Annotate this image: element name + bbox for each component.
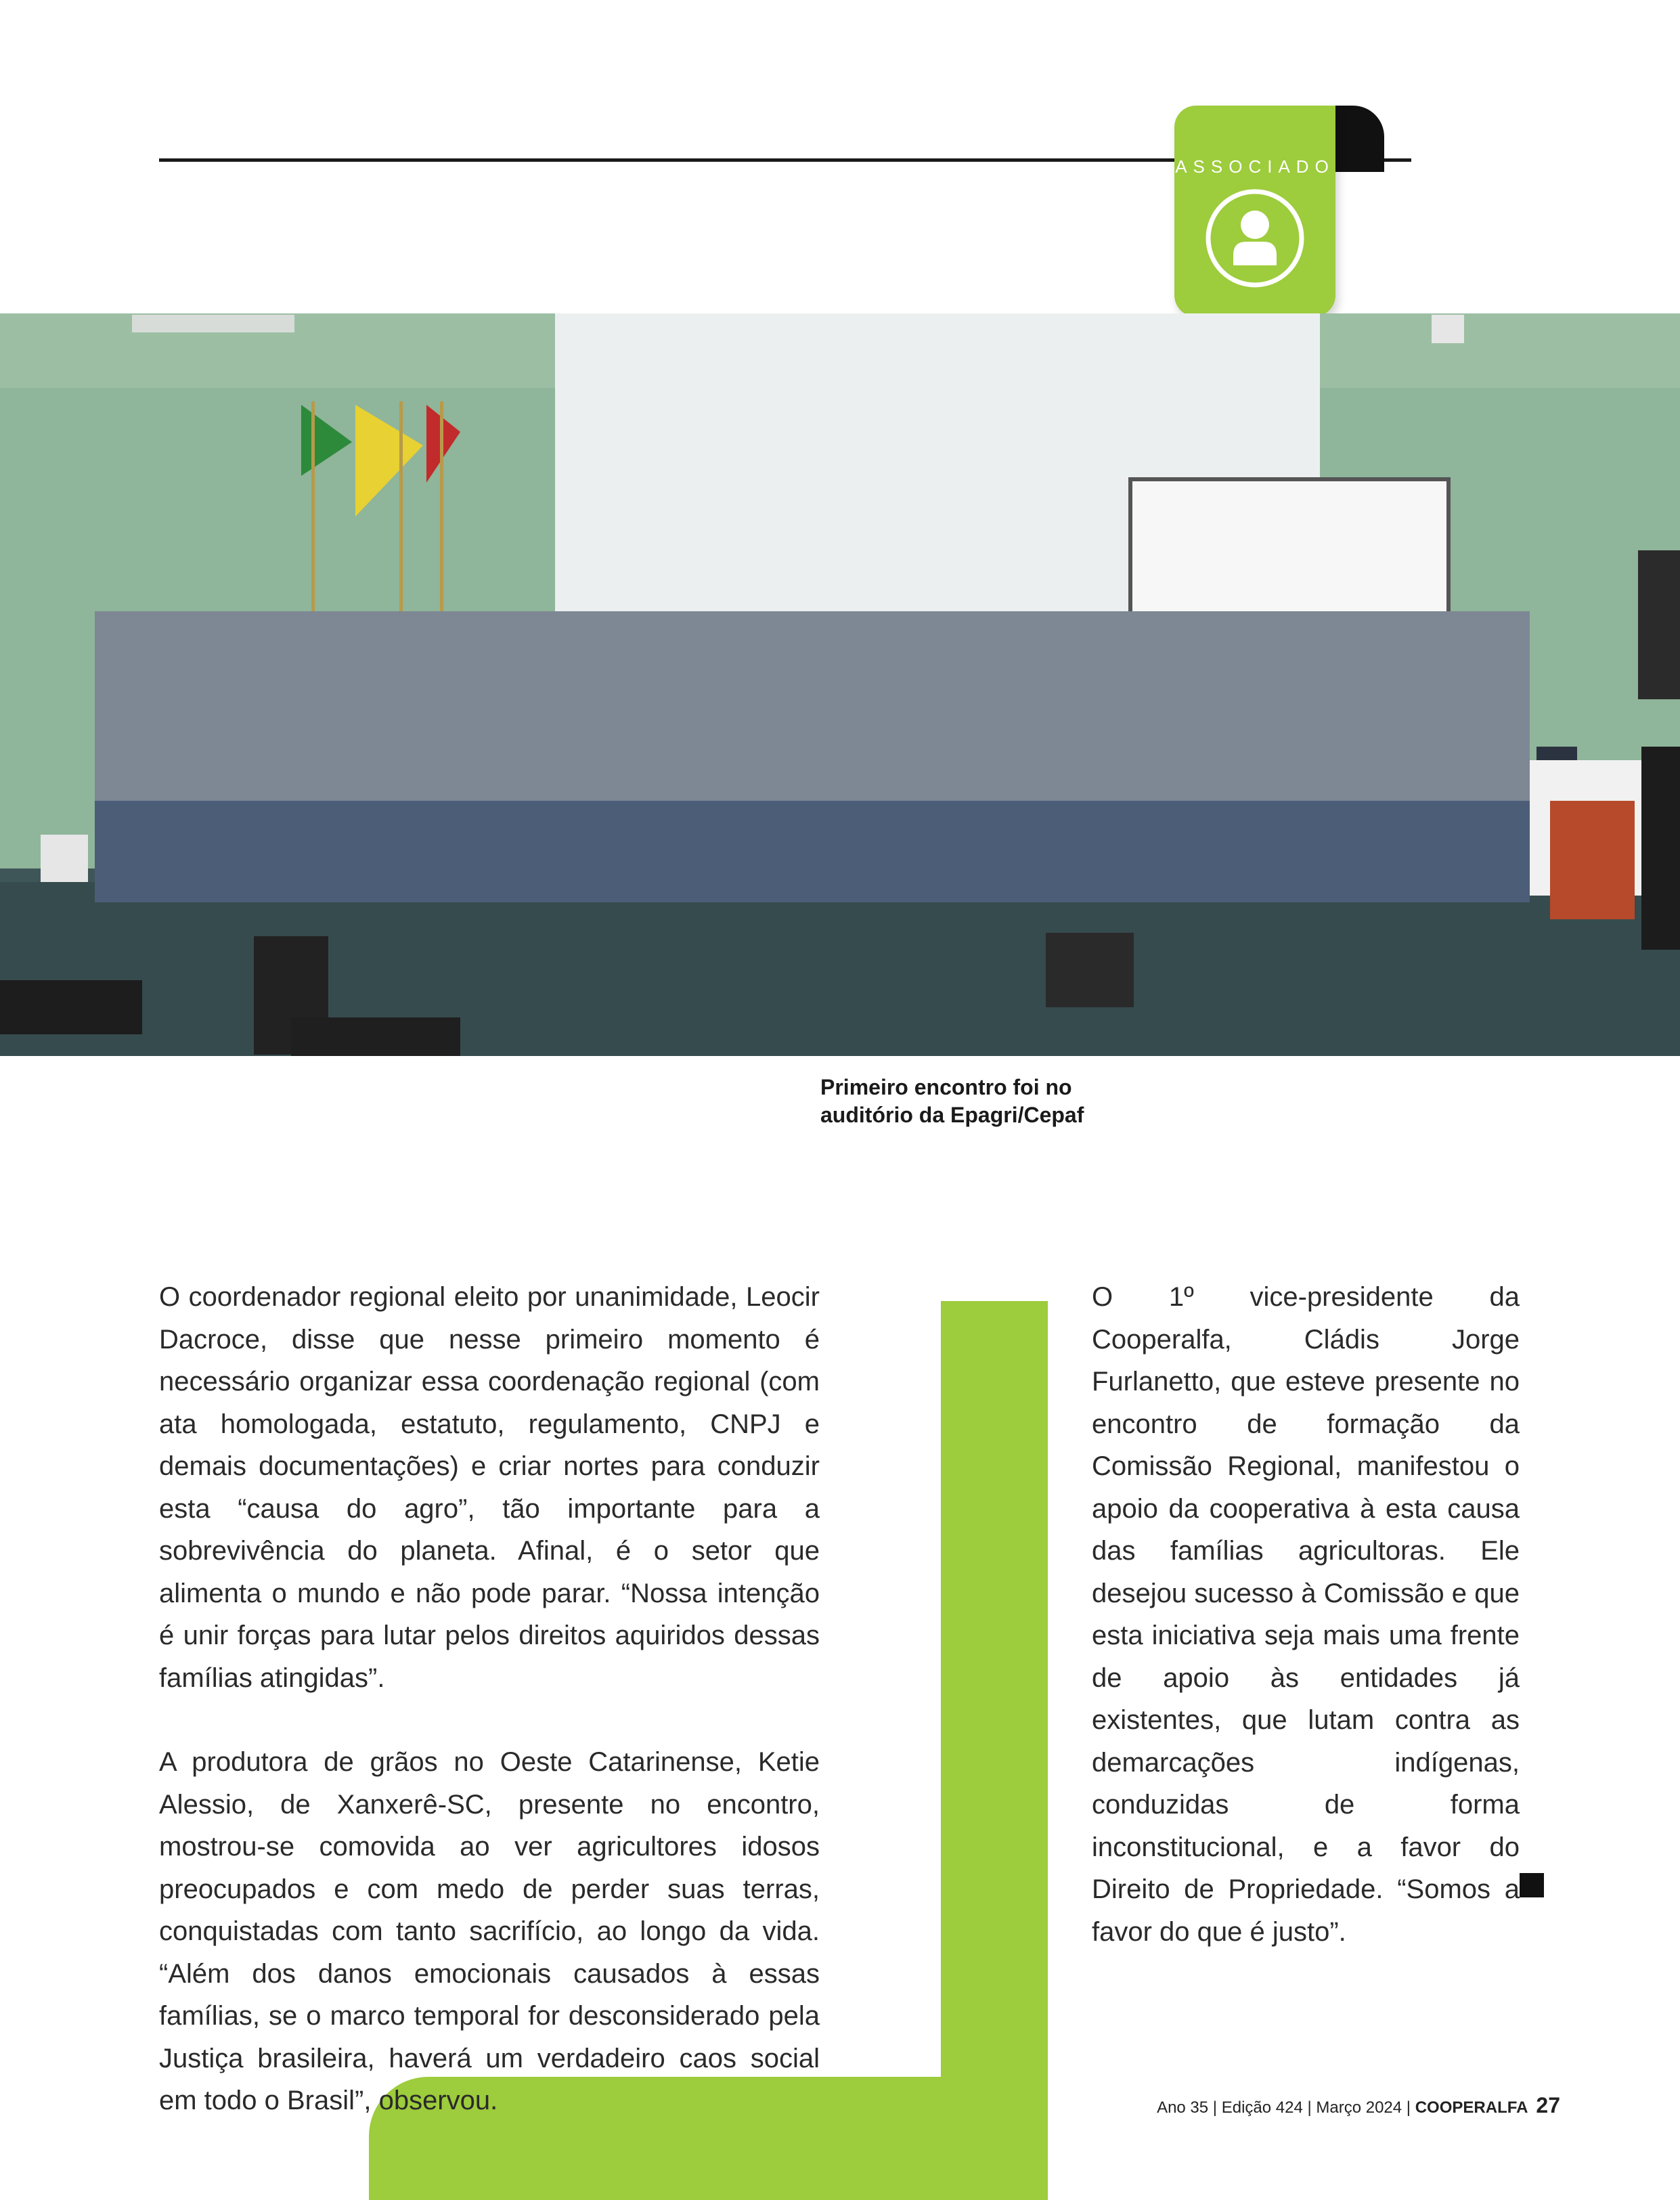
footer-date: Março 2024: [1316, 2098, 1402, 2117]
section-tab-curl: [1333, 106, 1384, 172]
photo-caption: [820, 1074, 1226, 1129]
footer-edition: Edição 424: [1221, 2098, 1303, 2117]
user-icon: [1204, 188, 1306, 289]
article-end-mark: [1520, 1873, 1544, 1897]
event-photo: [0, 313, 1680, 1056]
article-left-column: [159, 1276, 820, 2122]
article-paragraph: O coordenador regional eleito por unanimidade, Leocir Dacroce, disse que nesse primeiro momento é necessário organizar essa coordenação regional (com ata homologada, estatuto, regulamento, CNPJ e demais documentações) e criar nortes para conduzir esta “causa do agro”, tão importante para a sobrevivência do planeta. Afinal, é o setor que alimenta o mundo e não pode parar. “Nossa intenção é unir forças para lutar pelos direitos aquiridos dessas famílias atingidas”.: [159, 1282, 820, 1693]
caption-line-2: auditório da Epagri/Cepaf: [820, 1103, 1084, 1127]
footer-brand: COOPERALFA: [1415, 2098, 1528, 2117]
page-footer: Ano 35 | Edição 424 | Março 2024 | COOPERALFA 27: [1157, 2093, 1560, 2117]
caption-line-1: Primeiro encontro foi no: [820, 1075, 1072, 1099]
article-right-column: [1092, 1276, 1520, 1953]
article-paragraph: O 1º vice-presidente da Cooperalfa, Cládis Jorge Furlanetto, que esteve presente no encontro de formação da Comissão Regional, manifestou o apoio da cooperativa à esta causa das famílias agricultoras. Ele desejou sucesso à Comissão e que esta iniciativa seja mais uma frente de apoio às entidades já existentes, que lutam contra as demarcações indígenas, conduzidas de forma inconstitucional, e a favor do Direito de Propriedade. “Somos a favor do que é justo”.: [1092, 1282, 1520, 1947]
page-number: 27: [1536, 2093, 1560, 2117]
section-tab: [1174, 106, 1335, 317]
article-paragraph: A produtora de grãos no Oeste Catarinense, Ketie Alessio, de Xanxerê-SC, presente no encontro, mostrou-se comovida ao ver agricultores idosos preocupados e com medo de perder suas terras, conquistadas com tanto sacrifício, ao longo da vida. “Além dos danos emocionais causados à essas famílias, se o marco temporal for desconsiderado pela Justiça brasileira, haverá um verdadeiro caos social em todo o Brasil”, observou.: [159, 1747, 820, 2115]
green-accent-bar: [941, 1301, 1048, 2200]
footer-year: Ano 35: [1157, 2098, 1209, 2117]
section-label: ASSOCIADO: [1175, 156, 1335, 177]
